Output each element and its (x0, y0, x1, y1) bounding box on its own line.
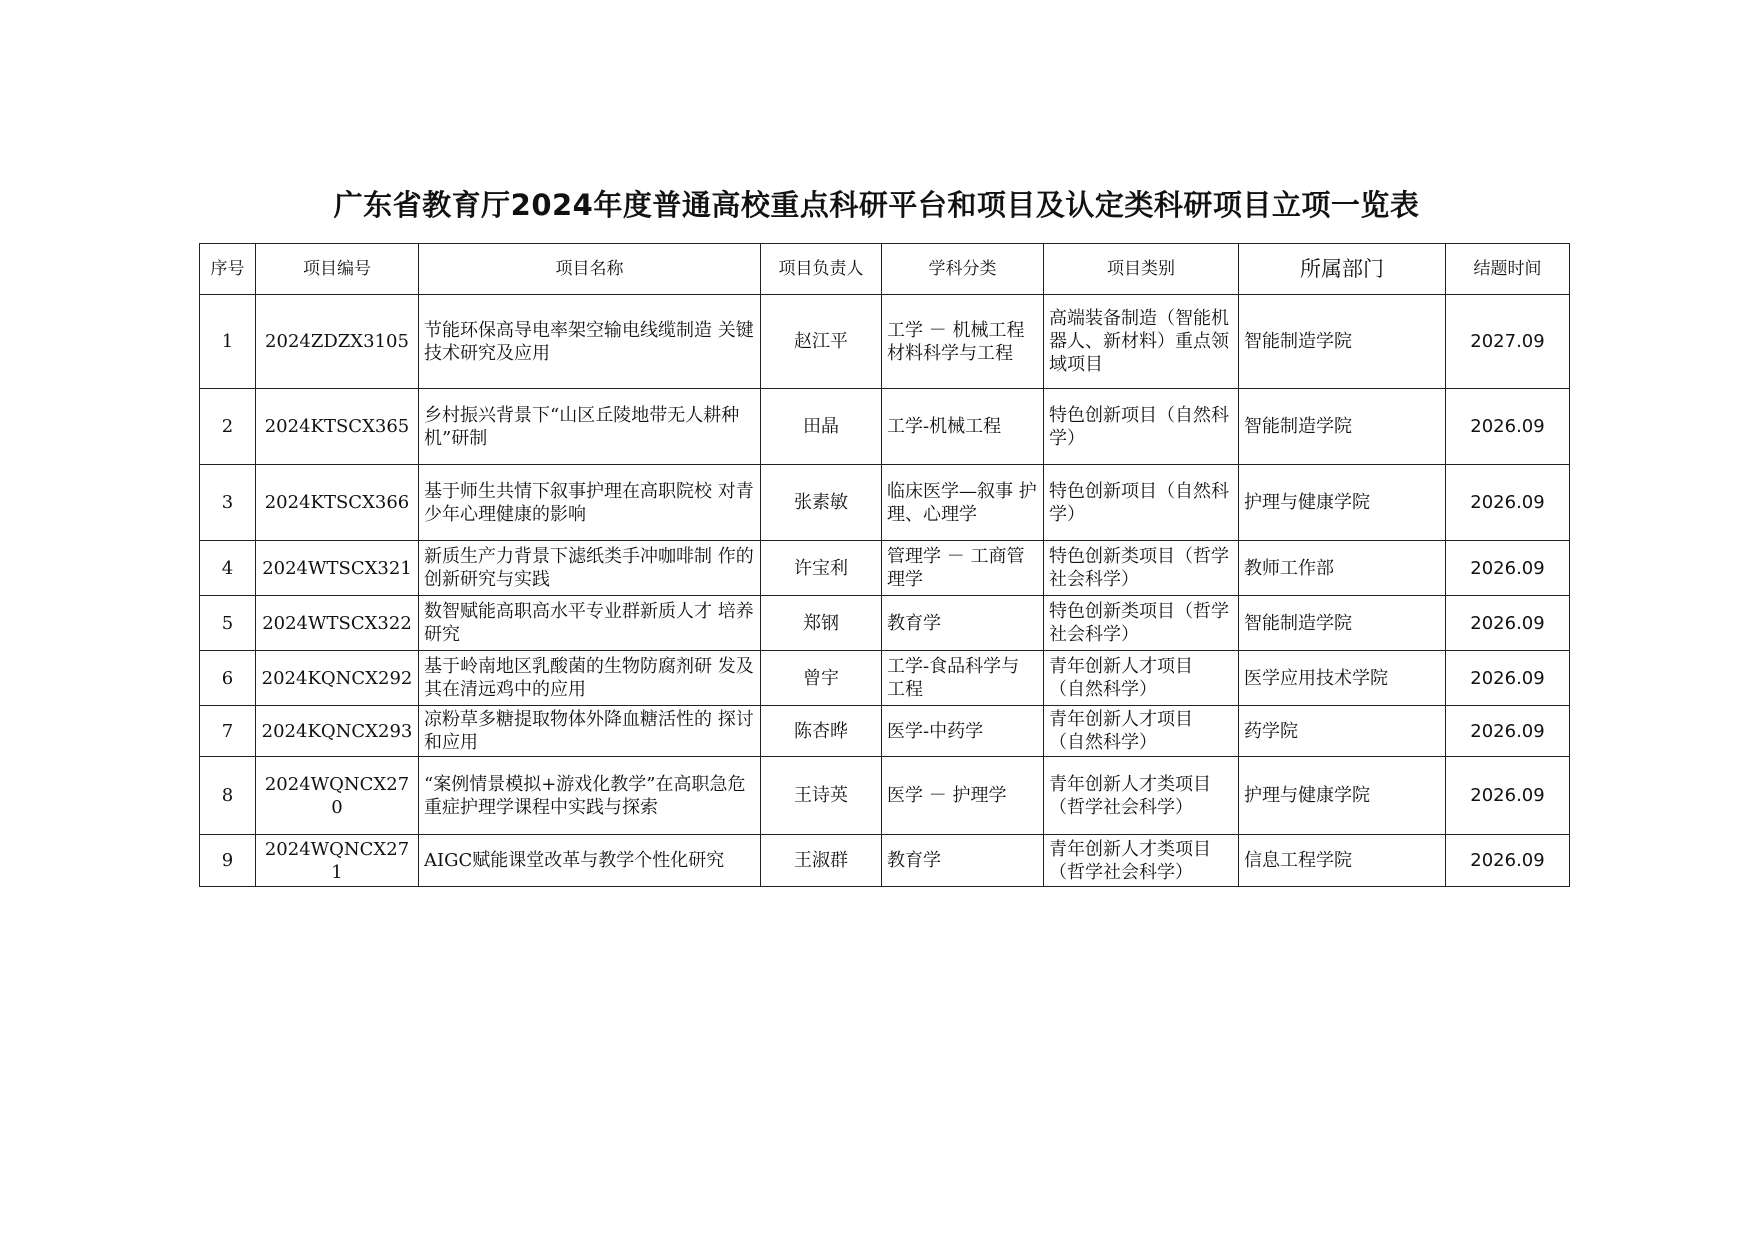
cell-leader: 许宝利 (761, 541, 882, 596)
cell-end-time: 2026.09 (1446, 596, 1570, 651)
table-row (200, 651, 1570, 706)
cell-leader: 陈杏晔 (761, 706, 882, 757)
cell-code: 2024ZDZX3105 (256, 295, 419, 389)
cell-discipline: 管理学 － 工商管 理学 (882, 541, 1044, 596)
cell-code: 2024KQNCX293 (256, 706, 419, 757)
cell-discipline: 工学-食品科学与 工程 (882, 651, 1044, 706)
table-row (200, 706, 1570, 757)
header-department: 所属部门 (1239, 244, 1446, 295)
cell-seq: 8 (200, 757, 256, 835)
cell-name: AIGC赋能课堂改革与教学个性化研究 (419, 835, 761, 887)
cell-discipline: 工学 － 机械工程 材料科学与工程 (882, 295, 1044, 389)
header-end-time: 结题时间 (1446, 244, 1570, 295)
cell-discipline: 医学 － 护理学 (882, 757, 1044, 835)
cell-department: 护理与健康学院 (1239, 465, 1446, 541)
table-row (200, 389, 1570, 465)
cell-seq: 2 (200, 389, 256, 465)
cell-end-time: 2026.09 (1446, 757, 1570, 835)
cell-leader: 王淑群 (761, 835, 882, 887)
cell-seq: 6 (200, 651, 256, 706)
cell-end-time: 2026.09 (1446, 651, 1570, 706)
cell-seq: 9 (200, 835, 256, 887)
cell-code: 2024WTSCX321 (256, 541, 419, 596)
cell-code: 2024WQNCX271 (256, 835, 419, 887)
header-category: 项目类别 (1044, 244, 1239, 295)
cell-discipline: 工学-机械工程 (882, 389, 1044, 465)
cell-name: 新质生产力背景下滤纸类手冲咖啡制 作的创新研究与实践 (419, 541, 761, 596)
cell-discipline: 医学-中药学 (882, 706, 1044, 757)
cell-end-time: 2027.09 (1446, 295, 1570, 389)
cell-seq: 7 (200, 706, 256, 757)
header-row (200, 244, 1570, 295)
cell-category: 青年创新人才项目 （自然科学） (1044, 706, 1239, 757)
cell-leader: 王诗英 (761, 757, 882, 835)
cell-name: 凉粉草多糖提取物体外降血糖活性的 探讨和应用 (419, 706, 761, 757)
cell-code: 2024WTSCX322 (256, 596, 419, 651)
header-name: 项目名称 (419, 244, 761, 295)
cell-seq: 1 (200, 295, 256, 389)
cell-category: 特色创新项目（自然科学） (1044, 465, 1239, 541)
table-row (200, 295, 1570, 389)
cell-category: 特色创新项目（自然科学） (1044, 389, 1239, 465)
cell-category: 青年创新人才类项目（哲学社会科学） (1044, 835, 1239, 887)
cell-end-time: 2026.09 (1446, 541, 1570, 596)
cell-department: 药学院 (1239, 706, 1446, 757)
cell-leader: 张素敏 (761, 465, 882, 541)
cell-department: 教师工作部 (1239, 541, 1446, 596)
cell-name: “案例情景模拟+游戏化教学”在高职急危重症护理学课程中实践与探索 (419, 757, 761, 835)
table-row (200, 757, 1570, 835)
header-discipline: 学科分类 (882, 244, 1044, 295)
cell-end-time: 2026.09 (1446, 389, 1570, 465)
cell-department: 智能制造学院 (1239, 596, 1446, 651)
project-table (199, 243, 1570, 887)
cell-name: 基于师生共情下叙事护理在高职院校 对青少年心理健康的影响 (419, 465, 761, 541)
cell-seq: 4 (200, 541, 256, 596)
cell-leader: 田晶 (761, 389, 882, 465)
table-row (200, 596, 1570, 651)
table-row (200, 835, 1570, 887)
header-code: 项目编号 (256, 244, 419, 295)
cell-department: 护理与健康学院 (1239, 757, 1446, 835)
cell-category: 特色创新类项目（哲学社会科学） (1044, 596, 1239, 651)
cell-code: 2024WQNCX270 (256, 757, 419, 835)
cell-leader: 郑钢 (761, 596, 882, 651)
table-row (200, 465, 1570, 541)
cell-department: 智能制造学院 (1239, 295, 1446, 389)
cell-code: 2024KTSCX366 (256, 465, 419, 541)
cell-category: 青年创新人才项目 （自然科学） (1044, 651, 1239, 706)
cell-code: 2024KQNCX292 (256, 651, 419, 706)
table-row (200, 541, 1570, 596)
cell-leader: 曾宇 (761, 651, 882, 706)
cell-department: 医学应用技术学院 (1239, 651, 1446, 706)
cell-discipline: 教育学 (882, 596, 1044, 651)
cell-seq: 3 (200, 465, 256, 541)
header-seq: 序号 (200, 244, 256, 295)
cell-name: 乡村振兴背景下“山区丘陵地带无人耕种机”研制 (419, 389, 761, 465)
cell-discipline: 教育学 (882, 835, 1044, 887)
cell-category: 高端装备制造（智能机器人、新材料）重点领域项目 (1044, 295, 1239, 389)
header-leader: 项目负责人 (761, 244, 882, 295)
cell-end-time: 2026.09 (1446, 465, 1570, 541)
page-title: 广东省教育厅2024年度普通高校重点科研平台和项目及认定类科研项目立项一览表 (333, 188, 1420, 222)
cell-seq: 5 (200, 596, 256, 651)
cell-leader: 赵江平 (761, 295, 882, 389)
cell-name: 数智赋能高职高水平专业群新质人才 培养研究 (419, 596, 761, 651)
cell-department: 信息工程学院 (1239, 835, 1446, 887)
cell-code: 2024KTSCX365 (256, 389, 419, 465)
cell-category: 青年创新人才类项目（哲学社会科学） (1044, 757, 1239, 835)
cell-end-time: 2026.09 (1446, 706, 1570, 757)
cell-discipline: 临床医学—叙事 护理、心理学 (882, 465, 1044, 541)
cell-name: 节能环保高导电率架空输电线缆制造 关键技术研究及应用 (419, 295, 761, 389)
cell-department: 智能制造学院 (1239, 389, 1446, 465)
cell-end-time: 2026.09 (1446, 835, 1570, 887)
cell-name: 基于岭南地区乳酸菌的生物防腐剂研 发及其在清远鸡中的应用 (419, 651, 761, 706)
cell-category: 特色创新类项目（哲学社会科学） (1044, 541, 1239, 596)
